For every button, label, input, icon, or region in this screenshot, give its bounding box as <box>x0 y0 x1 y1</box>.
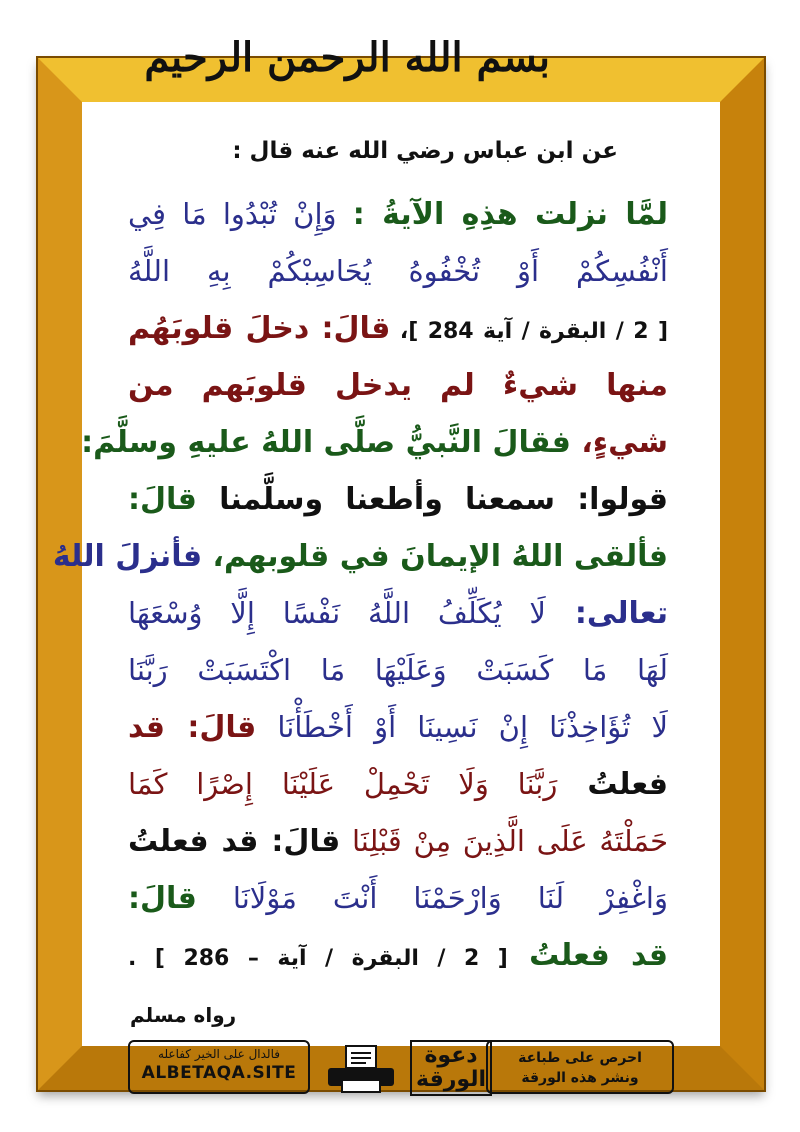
text-segment: لَا يُكَلِّفُ اللَّهُ نَفْسًا إِلَّا وُسْعَهَا <box>128 596 546 630</box>
footer-print-line1: احرص على طباعة <box>518 1050 642 1066</box>
text-segment: أَنْفُسِكُمْ أَوْ تُخْفُوهُ يُحَاسِبْكُمْ بِهِ اللَّهُ <box>128 254 668 288</box>
text-line <box>128 813 668 870</box>
text-segment: فقالَ النَّبيُّ صلَّى اللهُ عليهِ وسلَّمَ: <box>81 425 571 460</box>
hadith-intro: عن ابن عباس رضي الله عنه قال : <box>232 138 618 164</box>
text-line <box>128 927 668 984</box>
text-segment: فأنزلَ اللهُ <box>52 539 203 574</box>
text-segment: [ 2 / البقرة / آية – 286 ] . <box>128 946 508 971</box>
text-segment: [ 2 / البقرة / آية 284 ]، <box>390 319 669 344</box>
text-segment: وَإِنْ تُبْدُوا مَا فِي <box>128 197 353 231</box>
text-line <box>128 300 668 357</box>
text-segment: رَبَّنَا وَلَا تَحْمِلْ عَلَيْنَا إِصْرًا كَمَا <box>128 767 558 801</box>
text-line <box>128 699 668 756</box>
footer-print-box <box>486 1040 674 1094</box>
text-segment: قولوا: سمعنا وأطعنا وسلَّمنا <box>196 482 668 517</box>
text-segment: حَمَلْتَهُ عَلَى الَّذِينَ مِنْ قَبْلِنَا <box>340 824 668 858</box>
text-line <box>52 528 668 585</box>
text-segment: قالَ: قد <box>128 710 257 745</box>
dawat-alwaraqa-logo: دعوة الورقة <box>410 1040 492 1096</box>
text-segment: قالَ: دخلَ قلوبَهُم <box>128 311 391 346</box>
basmala-calligraphy: بسم الله الرحمن الرحيم <box>144 34 550 81</box>
text-segment: لَهَا مَا كَسَبَتْ وَعَلَيْهَا مَا اكْتَسَبَتْ رَبَّنَا <box>128 653 668 687</box>
printer-icon <box>324 1044 398 1094</box>
text-segment: وَاغْفِرْ لَنَا وَارْحَمْنَا أَنْتَ مَوْلَانَا <box>196 881 668 915</box>
text-segment: شيءٍ، <box>570 425 668 460</box>
footer-saying: فالدال على الخير كفاعله <box>158 1047 280 1061</box>
footer-print-line2: ونشر هذه الورقة <box>521 1070 639 1086</box>
text-segment: منها شيءٌ لم يدخل قلوبَهم من <box>128 368 668 403</box>
text-line <box>128 585 668 642</box>
text-segment: فعلتُ <box>557 767 668 802</box>
text-segment: تعالى: <box>545 596 668 631</box>
site-url: ALBETAQA.SITE <box>141 1063 297 1083</box>
text-line <box>128 756 668 813</box>
text-line <box>128 471 668 528</box>
text-line <box>128 870 668 927</box>
narrator-attribution: رواه مسلم <box>130 1003 237 1027</box>
text-segment: قالَ: <box>128 881 197 916</box>
text-segment: قالَ: قد فعلتُ <box>128 824 341 859</box>
text-line <box>128 642 668 699</box>
footer-site-box <box>128 1040 310 1094</box>
text-line <box>128 186 668 243</box>
text-segment: قد فعلتُ <box>507 938 668 973</box>
footer-bar <box>128 1040 674 1098</box>
text-segment: لمَّا نزلت هذِهِ الآيةُ : <box>352 197 668 232</box>
text-segment: لَا تُؤَاخِذْنَا إِنْ نَسِينَا أَوْ أَخْطَأْنَا <box>256 710 668 744</box>
text-line <box>128 243 668 300</box>
text-segment: فألقى اللهُ الإيمانَ في قلوبهم، <box>202 539 668 574</box>
text-line <box>81 414 668 471</box>
hadith-text <box>52 186 669 984</box>
text-segment: قالَ: <box>128 482 197 517</box>
text-line <box>128 357 668 414</box>
